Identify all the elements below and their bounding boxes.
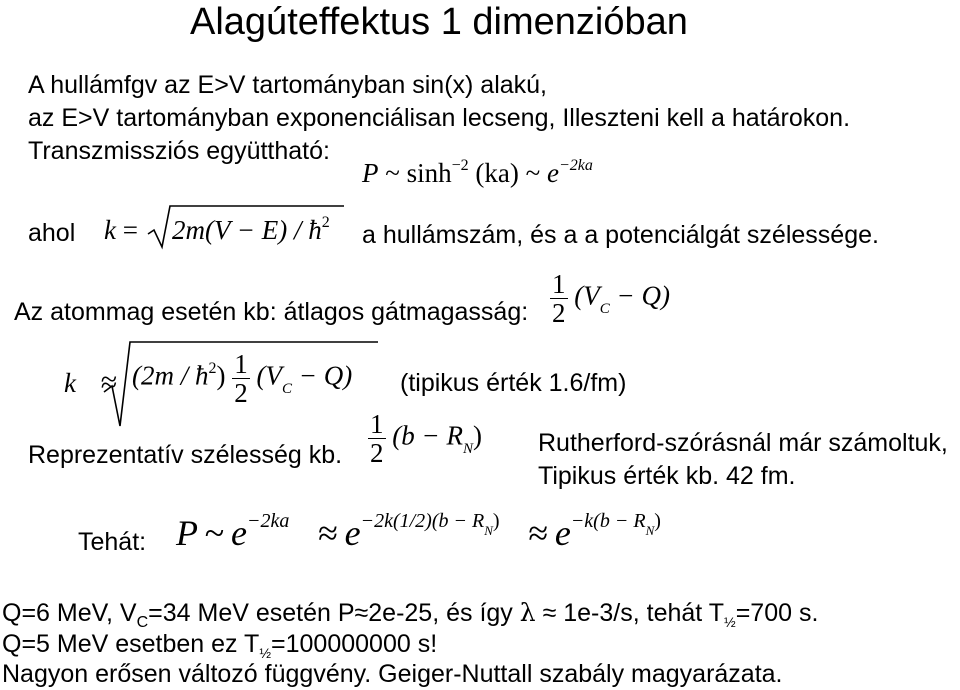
- fraction-numerator: 1: [234, 349, 248, 379]
- formula-exponent-2-close: ): [492, 510, 500, 532]
- formula-e-2: e: [344, 513, 361, 553]
- radicand-close: ): [216, 360, 226, 391]
- formula-e-exponent: −2ka: [558, 157, 593, 174]
- bottom-line-3: Nagyon erősen változó függvény. Geiger-Nuttall szabály magyarázata.: [2, 660, 783, 688]
- approx-sign-2: ≈: [528, 513, 549, 553]
- k-symbol: k: [104, 215, 116, 245]
- line2-part-a: Q=5 MeV esetben ez T: [2, 630, 260, 658]
- formula-sinh: sinh: [406, 158, 452, 188]
- typical-width-note: Tipikus érték kb. 42 fm.: [538, 462, 796, 490]
- expr-subscript: C: [599, 300, 610, 317]
- fraction-numerator: 1: [552, 269, 566, 299]
- fraction-denominator: 2: [234, 378, 248, 408]
- fraction-denominator: 2: [370, 438, 384, 468]
- k-approx-fraction: [232, 350, 250, 407]
- page-title: Alagúteffektus 1 dimenzióban: [190, 1, 688, 43]
- formula-e: e: [546, 158, 559, 188]
- formula-transmission: [362, 158, 593, 193]
- expr-close: ): [472, 420, 482, 451]
- formula-tilde-2: ~: [525, 158, 541, 188]
- line2-subscript: ½: [259, 645, 272, 661]
- radicand-exponent: 2: [208, 359, 217, 377]
- fraction-denominator: 2: [552, 298, 566, 328]
- bottom-line-2: [2, 629, 437, 662]
- formula-P: P: [362, 158, 379, 188]
- rutherford-note: Rutherford-szórásnál már számoltuk,: [538, 429, 948, 457]
- approx-sign-1: ≈: [318, 513, 338, 553]
- expr-open: (V: [574, 280, 600, 311]
- atommag-text: Az atommag esetén kb: átlagos gátmagasság:: [14, 298, 529, 326]
- formula-exponent-2-subscript: N: [484, 523, 493, 538]
- line1-part-c: 2e-25, és így: [368, 599, 520, 627]
- expr-subscript: C: [281, 380, 292, 397]
- expr-rest: − Q): [609, 280, 670, 311]
- lambda-symbol: λ: [519, 598, 536, 627]
- formula-exponent-3-close: ): [654, 510, 661, 532]
- line2-part-b: =100000000 s!: [271, 630, 438, 658]
- atommag-fraction: [550, 270, 568, 327]
- radicand-part-1: (2m / ħ: [132, 360, 209, 391]
- k-definition: [104, 215, 138, 245]
- formula-e-3: e: [554, 513, 571, 553]
- formula-exponent-3-subscript: N: [645, 523, 655, 538]
- formula-arg: (ka): [475, 158, 519, 188]
- intro-line-1: A hullámfgv az E>V tartományban sin(x) alakú,: [28, 71, 548, 99]
- sqrt-radicand: [172, 215, 330, 250]
- approx-sign: ≈: [100, 366, 118, 399]
- fraction-numerator: 1: [370, 409, 384, 439]
- line1-part-d: 1e-3/s, tehát T: [556, 599, 724, 627]
- formula-tilde-1: ~: [385, 158, 400, 188]
- radicand-text: 2m(V − E) / ħ: [172, 215, 322, 245]
- expr-open: (V: [256, 360, 282, 391]
- line1-subscript-2: ½: [724, 614, 736, 630]
- radicand-exponent: 2: [321, 214, 330, 231]
- equals-sign: =: [122, 215, 138, 245]
- width-formula: [368, 410, 482, 467]
- line1-part-e: =700 s.: [735, 599, 819, 627]
- intro-line-3: Transzmissziós együttható:: [28, 137, 330, 165]
- formula-sinh-exponent: −2: [451, 157, 469, 174]
- width-fraction: [368, 410, 386, 467]
- k-approx-radicand: [132, 350, 352, 407]
- expr-open: (b − R: [392, 420, 463, 451]
- formula-exponent-2: −2k(1/2)(b − R: [360, 510, 485, 532]
- line1-part-a: Q=6 MeV, V: [2, 599, 137, 627]
- tehat-formula: [176, 510, 661, 556]
- line1-subscript: C: [136, 614, 149, 631]
- line1-approx: ≈: [354, 599, 369, 627]
- atommag-formula: [550, 270, 670, 327]
- line1-approx-2: ≈: [542, 599, 557, 627]
- typical-value-note: (tipikus érték 1.6/fm): [400, 369, 627, 397]
- formula-tilde: ~: [204, 513, 225, 553]
- formula-P: P: [176, 513, 198, 553]
- ahol-description: a hullámszám, és a a potenciálgát szélessége.: [362, 221, 879, 249]
- k-symbol: k: [64, 368, 76, 398]
- line1-part-b: =34 MeV esetén P: [148, 599, 355, 627]
- intro-line-2: az E>V tartományban exponenciálisan lecseng, Illeszteni kell a határokon.: [28, 104, 851, 132]
- expr-subscript: N: [462, 440, 473, 457]
- bottom-line-1: [2, 598, 818, 632]
- ahol-label: ahol: [28, 219, 76, 247]
- expr-rest: − Q): [292, 360, 353, 391]
- formula-e-1: e: [230, 513, 247, 553]
- tehat-label: Tehát:: [78, 528, 147, 556]
- formula-exponent-3: −k(b − R: [570, 510, 646, 532]
- formula-exponent-1: −2ka: [246, 510, 290, 532]
- width-label: Reprezentatív szélesség kb.: [28, 441, 343, 469]
